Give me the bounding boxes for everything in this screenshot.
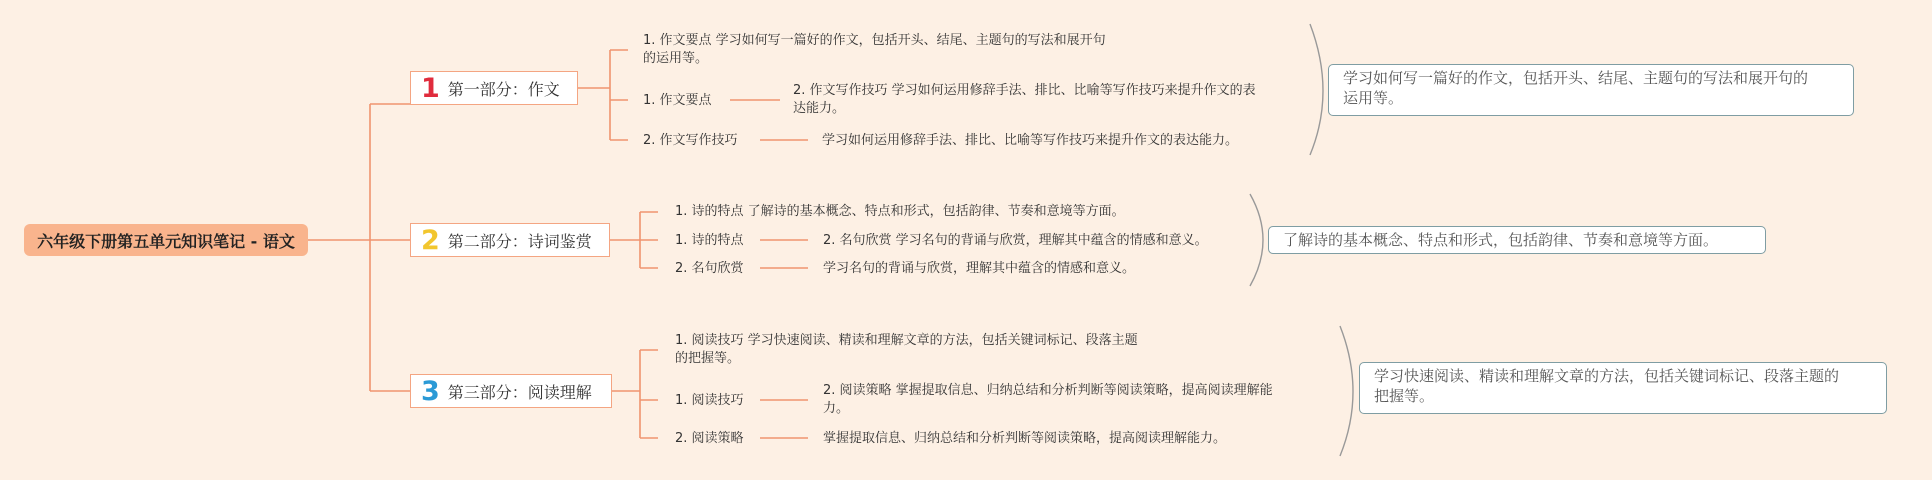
section-2-item-3-label[interactable]: 2. 名句欣赏 (675, 261, 744, 276)
root-connector (308, 104, 410, 391)
section-3-item-connectors (760, 400, 808, 438)
section-2-summary-bracket (1250, 194, 1263, 286)
section-1-item-2-label[interactable]: 1. 作文要点 (643, 93, 712, 108)
section-1-connector (578, 50, 628, 140)
section-3-item-3-label[interactable]: 2. 阅读策略 (675, 431, 744, 446)
section-2-number: 2 (421, 224, 440, 256)
section-3-item-2-note: 2. 阅读策略 掌握提取信息、归纳总结和分析判断等阅读策略，提高阅读理解能 力。 (823, 383, 1273, 416)
section-1-item-3-note: 学习如何运用修辞手法、排比、比喻等写作技巧来提升作文的表达能力。 (822, 133, 1239, 148)
section-2-node[interactable] (410, 223, 610, 257)
section-1-node[interactable] (410, 71, 578, 105)
section-3-item-3-note: 掌握提取信息、归纳总结和分析判断等阅读策略，提高阅读理解能力。 (823, 431, 1227, 446)
section-1-number: 1 (421, 72, 440, 104)
root-node[interactable]: 六年级下册第五单元知识笔记 - 语文 (24, 224, 308, 256)
section-2-title: 第二部分：诗词鉴赏 (447, 231, 592, 251)
section-2-item-2-note: 2. 名句欣赏 学习名句的背诵与欣赏，理解其中蕴含的情感和意义。 (823, 233, 1208, 248)
section-3-connector (612, 350, 658, 438)
section-2-item-1[interactable]: 1. 诗的特点 了解诗的基本概念、特点和形式，包括韵律、节奏和意境等方面。 (675, 204, 1125, 219)
section-3-node[interactable] (410, 374, 612, 408)
section-1-item-1[interactable]: 1. 作文要点 学习如何写一篇好的作文，包括开头、结尾、主题句的写法和展开句 的运用等。 (643, 33, 1106, 66)
section-2-item-3-note: 学习名句的背诵与欣赏，理解其中蕴含的情感和意义。 (823, 261, 1136, 276)
section-2-item-2-label[interactable]: 1. 诗的特点 (675, 233, 744, 248)
section-3-item-1[interactable]: 1. 阅读技巧 学习快速阅读、精读和理解文章的方法，包括关键词标记、段落主题 的把握等。 (675, 333, 1138, 366)
section-2-item-connectors (760, 240, 808, 268)
section-3-summary-box: 学习快速阅读、精读和理解文章的方法，包括关键词标记、段落主题的 把握等。 (1359, 362, 1887, 414)
section-1-summary-box: 学习如何写一篇好的作文，包括开头、结尾、主题句的写法和展开句的 运用等。 (1328, 64, 1854, 116)
section-3-summary-bracket (1340, 326, 1353, 456)
section-1-item-3-label[interactable]: 2. 作文写作技巧 (643, 133, 738, 148)
section-1-title: 第一部分：作文 (447, 79, 560, 99)
section-3-title: 第三部分：阅读理解 (447, 382, 592, 402)
section-3-number: 3 (421, 375, 440, 407)
section-1-summary-bracket (1310, 24, 1323, 155)
section-1-item-2-note: 2. 作文写作技巧 学习如何运用修辞手法、排比、比喻等写作技巧来提升作文的表 达能力。 (793, 83, 1256, 116)
section-2-summary-box: 了解诗的基本概念、特点和形式，包括韵律、节奏和意境等方面。 (1268, 226, 1766, 254)
section-3-item-2-label[interactable]: 1. 阅读技巧 (675, 393, 744, 408)
